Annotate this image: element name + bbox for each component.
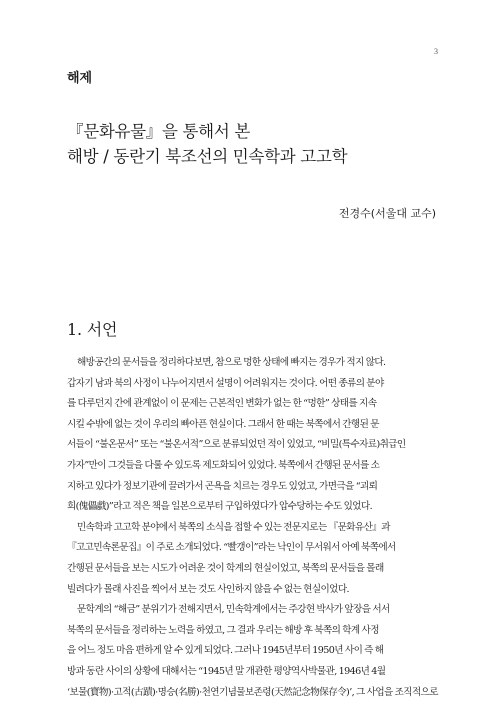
paragraph-line: 해방공간의 문서들을 정리하다보면, 참으로 멍한 상태에 빠지는 경우가 적지 않다. [77,357,386,368]
paragraph-line: 방과 동란 사이의 상황에 대해서는 “1945년 말 개관한 평양역사박물관, 1946년 4월 [67,665,386,677]
paragraph-line: 민속학과 고고학 분야에서 북쪽의 소식을 접할 수 있는 전문지로는 『문화유산』과 [77,521,390,533]
paragraph-line: 갑자기 남과 북의 사정이 나누어지면서 설명이 어려워지는 것이다. 어떤 종류의 분야 [67,377,384,389]
paragraph-line: 간행된 문서들을 보는 시도가 어려운 것이 학계의 현실이었고, 북쪽의 문서들을 몰래 [67,562,384,574]
paragraph-line: 을 어느 정도 마음 편하게 알 수 있게 되었다. 그러나 1945년부터 1950년 사이 즉 해 [67,645,384,657]
section-tag: 해제 [67,71,93,86]
paragraph-line: 시킬 수밖에 없는 것이 우리의 빠아픈 현실이다. 그래서 한 때는 북쪽에서 간행된 문 [67,418,379,430]
paragraph-line: ‘보물(寶物)·고적(古蹟)·명승(名勝)·천연기념물보존령(天然記念物保存令)’, 그 사업을 조직적으로 [67,686,438,698]
page-number: 3 [434,47,438,56]
article-title [67,119,347,169]
paragraph-line: 희(傀儡戱)”라고 적은 책을 일본으로부터 구입하였다가 압수당하는 수도 있었다. [67,501,373,513]
paragraph-line: 『고고민속론문집』이 주로 소개되었다. “빨갱이”라는 낙인이 무서워서 아예 북쪽에서 [67,542,396,554]
paragraph-line: 빌려다가 몰래 사진을 찍어서 보는 것도 사인하지 않을 수 없는 현실이었다. [67,583,349,595]
paragraph-line: 북쪽의 문서들을 정리하는 노력을 하였고, 그 결과 우리는 해방 후 북쪽의 학계 사정 [67,624,379,636]
paragraph-line: 문학계의 “해금” 분위기가 전해지면서, 민속학계에서는 주강현 박사가 앞장을 서서 [77,604,390,616]
title-line-1: 『문화유물』을 통해서 본 [67,122,251,141]
title-line-2: 해방 / 동란기 북조선의 민속학과 고고학 [67,147,348,166]
body-text [67,353,442,703]
author-byline: 전경수(서울대 교수) [338,207,436,220]
paragraph-line: 서들이 “불온문서” 또는 “불온서적”으로 분류되었던 적이 있었고, “비밀(특수자료)취급인 [67,439,406,451]
section-heading: 1. 서언 [67,320,118,339]
paragraph-line: 가자”만이 그것들을 다룰 수 있도록 제도화되어 있었다. 북쪽에서 간행된 문서를 소 [67,459,380,471]
paragraph-line: 를 다루던지 간에 관계없이 이 문제는 근본적인 변화가 없는 한 “멍한” 상태를 지속 [67,398,377,410]
paragraph-line: 지하고 있다가 정보기관에 끌려가서 곤욕을 치르는 경우도 있었고, 가면극을 “괴뢰 [67,480,378,492]
